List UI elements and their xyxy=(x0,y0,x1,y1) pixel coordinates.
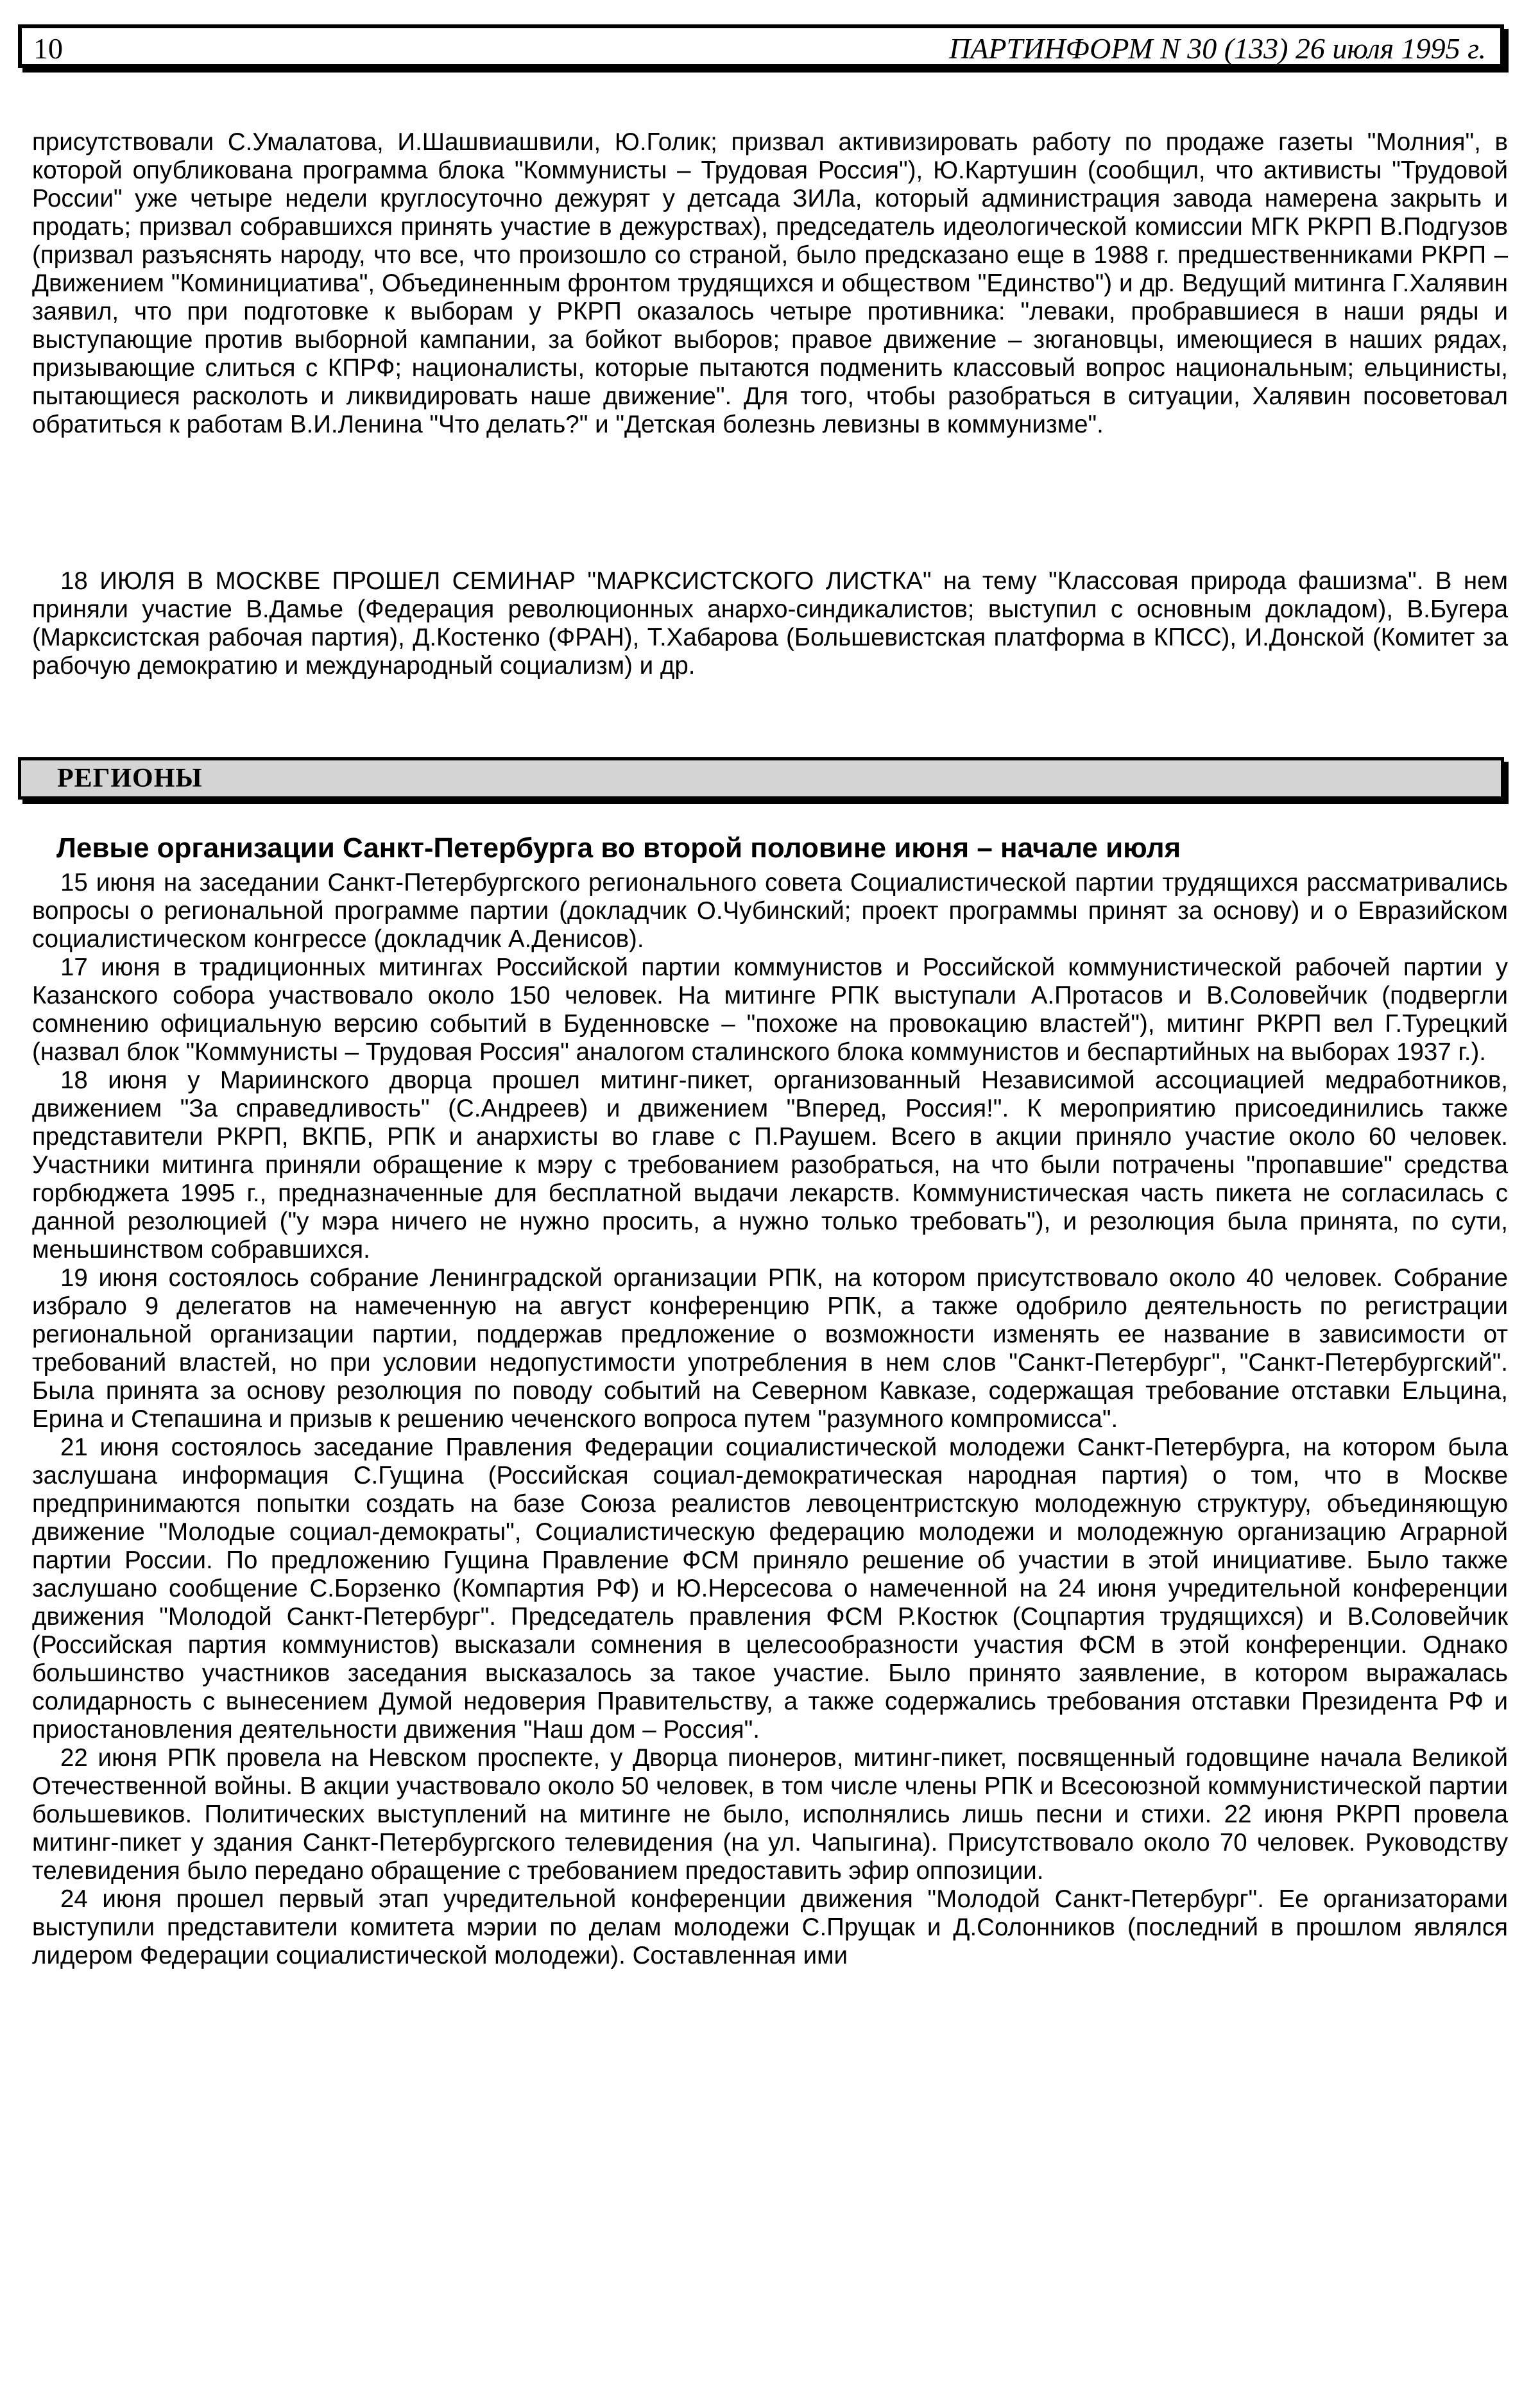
article-paragraph: 19 июня состоялось собрание Ленинградской организации РПК, на котором присутствовало около 40 человек. Собрание избрало 9 делегатов на намеченную на август конференцию РПК, а также одобрило деятельность по регистрации региональной организации партии, поддержав предложение о возможности изменять ее название в зависимости от требований властей, но при условии недопустимости употребления в нем слов "Санкт-Петербург", "Санкт-Петербургский". Была принята за основу резолюция по поводу событий на Северном Кавказе, содержащая требование отставки Ельцина, Ерина и Степашина и призыв к решению чеченского вопроса путем "разумного компромисса". xyxy=(32,1264,1508,1433)
article-paragraph: 21 июня состоялось заседание Правления Федерации социалистической молодежи Санкт-Петербурга, на котором была заслушана информация С.Гущина (Российская социал-демократическая народная партия) о том, что в Москве предпринимаются попытки создать на базе Союза реалистов левоцентристскую молодежную структуру, объединяющую движение "Молодые социал-демократы", Социалистическую федерацию молодежи и молодежную организацию Аграрной партии России. По предложению Гущина Правление ФСМ приняло решение об участии в этой инициативе. Было также заслушано сообщение С.Борзенко (Компартия РФ) и Ю.Нерсесова о намеченной на 24 июня учредительной конференции движения "Молодой Санкт-Петербург". Председатель правления ФСМ Р.Костюк (Соцпартия трудящихся) и В.Соловейчик (Российская партия коммунистов) высказали сомнения в целесообразности участия ФСМ в этой конференции. Однако большинство участников заседания высказалось за такое участие. Было принято заявление, в котором выражалась солидарность с вынесением Думой недоверия Правительству, а также содержались требования отставки Президента РФ и приостановления деятельности движения "Наш дом – Россия". xyxy=(32,1434,1508,1744)
intro-paragraph-1 xyxy=(32,128,1508,439)
article-paragraph: 22 июня РПК провела на Невском проспекте, у Дворца пионеров, митинг-пикет, посвященный годовщине начала Великой Отечественной войны. В акции участвовало около 50 человек, в том числе члены РПК и Всесоюзной коммунистической партии большевиков. Политических выступлений на митинге не было, исполнялись лишь песни и стихи. 22 июня РКРП провела митинг-пикет у здания Санкт-Петербургского телевидения (на ул. Чапыгина). Присутствовало около 70 человек. Руководству телевидения было передано обращение с требованием предоставить эфир оппозиции. xyxy=(32,1744,1508,1885)
page-header xyxy=(18,24,1504,68)
article-body xyxy=(32,869,1508,1970)
section-header xyxy=(18,757,1504,800)
article-paragraph: 24 июня прошел первый этап учредительной конференции движения "Молодой Санкт-Петербург". Ее организаторами выступили представители комитета мэрии по делам молодежи С.Прущак и Д.Солонников (последний в прошлом являлся лидером Федерации социалистической молодежи). Составленная ими xyxy=(32,1885,1508,1969)
publication-info: ПАРТИНФОРМ N 30 (133) 26 июля 1995 г. xyxy=(949,32,1486,65)
article-paragraph: 17 июня в традиционных митингах Российской партии коммунистов и Российской коммунистической рабочей партии у Казанского собора участвовало около 150 человек. На митинге РПК выступали А.Протасов и В.Соловейчик (подвергли сомнению официальную версию событий в Буденновске – "похоже на провокацию властей"), митинг РКРП вел Г.Турецкий (назвал блок "Коммунисты – Трудовая Россия" аналогом сталинского блока коммунистов и беспартийных на выборах 1937 г.). xyxy=(32,954,1508,1066)
intro-paragraph-2 xyxy=(32,567,1508,680)
article-paragraph: 15 июня на заседании Санкт-Петербургского регионального совета Социалистической партии трудящихся рассматривались вопросы о региональной программе партии (докладчик О.Чубинский; проект программы принят за основу) и о Евразийском социалистическом конгрессе (докладчик А.Денисов). xyxy=(32,869,1508,953)
section-title: РЕГИОНЫ xyxy=(57,764,203,793)
page-number: 10 xyxy=(33,32,63,65)
paragraph: присутствовали С.Умалатова, И.Шашвиашвили, Ю.Голик; призвал активизировать работу по продаже газеты "Молния", в которой опубликована программа блока "Коммунисты – Трудовая Россия"), Ю.Картушин (сообщил, что активисты "Трудовой России" уже четыре недели круглосуточно дежурят у детсада ЗИЛа, который администрация завода намерена закрыть и продать; призвал собравшихся принять участие в дежурствах), председатель идеологической комиссии МГК РКРП В.Подгузов (призвал разъяснять народу, что все, что произошло со страной, было предсказано еще в 1988 г. предшественниками РКРП – Движением "Коминициатива", Объединенным фронтом трудящихся и обществом "Единство") и др. Ведущий митинга Г.Халявин заявил, что при подготовке к выборам у РКРП оказалось четыре противника: "леваки, пробравшиеся в наши ряды и выступающие против выборной кампании, за бойкот выборов; правое движение – зюгановцы, имеющиеся в наших рядах, призывающие слиться с КПРФ; националисты, которые пытаются подменить классовый вопрос национальным; ельцинисты, пытающиеся расколоть и ликвидировать наше движение". Для того, чтобы разобраться в ситуации, Халявин посоветовал обратиться к работам В.И.Ленина "Что делать?" и "Детская болезнь левизны в коммунизме". xyxy=(32,128,1508,438)
article-title: Левые организации Санкт-Петербурга во второй половине июня – начале июля xyxy=(56,832,1181,864)
paragraph: 18 ИЮЛЯ В МОСКВЕ ПРОШЕЛ СЕМИНАР "МАРКСИСТСКОГО ЛИСТКА" на тему "Классовая природа фашизма". В нем приняли участие В.Дамье (Федерация революционных анархо-синдикалистов; выступил с основным докладом), В.Бугера (Марксистская рабочая партия), Д.Костенко (ФРАН), Т.Хабарова (Большевистская платформа в КПСС), И.Донской (Комитет за рабочую демократию и международный социализм) и др. xyxy=(32,567,1508,680)
article-paragraph: 18 июня у Мариинского дворца прошел митинг-пикет, организованный Независимой ассоциацией медработников, движением "За справедливость" (С.Андреев) и движением "Вперед, Россия!". К мероприятию присоединились также представители РКРП, ВКПБ, РПК и анархисты во главе с П.Раушем. Всего в акции приняло участие около 60 человек. Участники митинга приняли обращение к мэру с требованием разобраться, на что были потрачены "пропавшие" средства горбюджета 1995 г., предназначенные для бесплатной выдачи лекарств. Коммунистическая часть пикета не согласилась с данной резолюцией ("у мэра ничего не нужно просить, а нужно только требовать"), и резолюция была принята, по сути, меньшинством собравшихся. xyxy=(32,1067,1508,1264)
